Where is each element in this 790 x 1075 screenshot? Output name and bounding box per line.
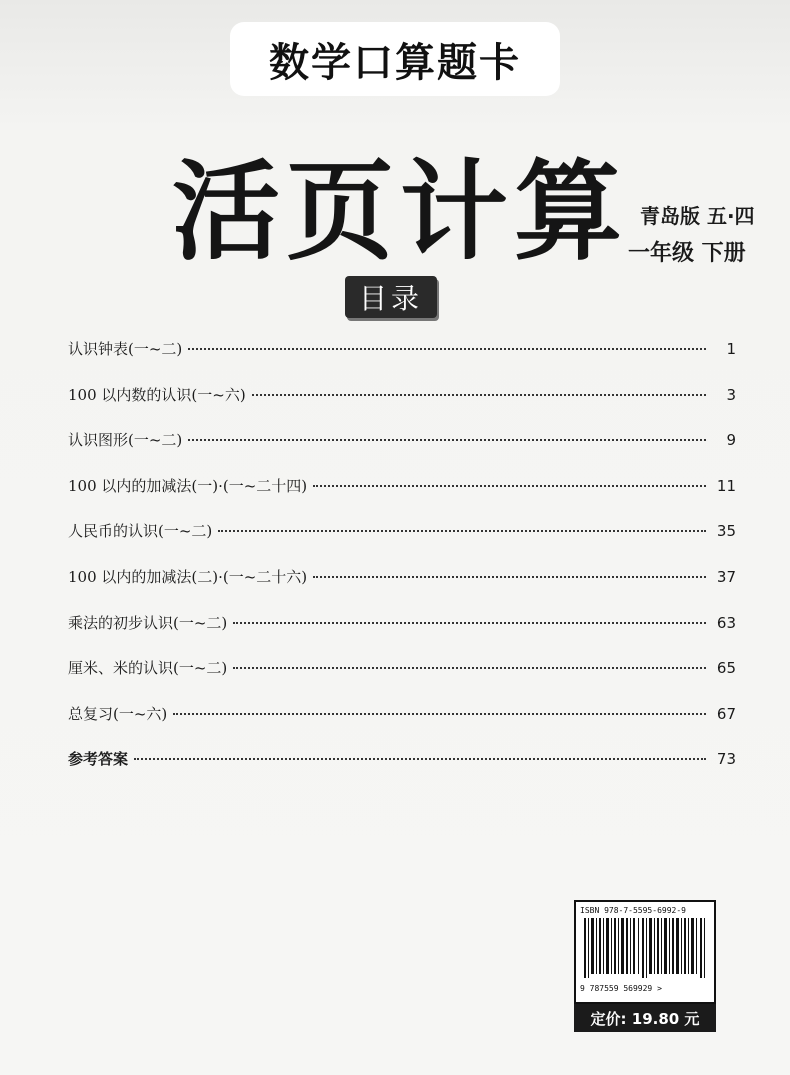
toc-entry-page: 9	[726, 431, 736, 450]
toc-entry-label: 认识图形(一~二)	[68, 431, 183, 450]
toc-entry-page: 37	[716, 567, 736, 586]
toc-entry-page: 3	[726, 385, 736, 404]
toc-entry[interactable]	[68, 384, 736, 430]
toc-entry-label: 总复习(一~六)	[68, 704, 168, 723]
dot-leader	[188, 439, 706, 441]
dot-leader	[313, 576, 706, 578]
dot-leader	[173, 713, 706, 715]
toc-entry[interactable]	[68, 566, 736, 612]
toc-entry[interactable]	[68, 429, 736, 475]
edition-label: 青岛版 五·四	[640, 204, 755, 228]
toc-entry[interactable]	[68, 657, 736, 703]
toc-entry-label: 100 以内的加减法(一)·(一~二十四)	[68, 476, 308, 495]
series-banner: 数学口算题卡	[230, 22, 560, 96]
dot-leader	[313, 485, 706, 487]
barcode-icon	[584, 918, 706, 978]
toc-entry-page: 73	[716, 750, 736, 769]
dot-leader	[252, 394, 706, 396]
dot-leader	[233, 667, 706, 669]
table-of-contents	[68, 338, 736, 794]
dot-leader	[233, 622, 706, 624]
toc-entry[interactable]	[68, 475, 736, 521]
toc-entry-page: 65	[716, 659, 736, 678]
isbn-number: ISBN 978-7-5595-6992-9	[580, 906, 686, 915]
toc-entry-label: 厘米、米的认识(一~二)	[68, 659, 228, 678]
toc-entry-label: 人民币的认识(一~二)	[68, 522, 213, 541]
isbn-digits: 9 787559 569929 >	[580, 984, 662, 993]
dot-leader	[188, 348, 706, 350]
toc-entry-page: 11	[716, 476, 736, 495]
toc-entry-page: 67	[716, 704, 736, 723]
toc-entry[interactable]	[68, 703, 736, 749]
toc-entry[interactable]	[68, 338, 736, 384]
toc-entry[interactable]	[68, 748, 736, 794]
toc-entry-label: 认识钟表(一~二)	[68, 340, 183, 358]
toc-entry-label: 参考答案	[68, 750, 129, 769]
toc-entry-page: 63	[716, 613, 736, 632]
toc-heading: 目录	[345, 276, 437, 318]
dot-leader	[218, 530, 706, 532]
toc-entry[interactable]	[68, 520, 736, 566]
grade-label: 一年级 下册	[628, 241, 746, 266]
toc-entry-page: 1	[726, 340, 736, 358]
dot-leader	[134, 758, 706, 760]
toc-entry-label: 100 以内数的认识(一~六)	[68, 385, 246, 404]
page-title: 活页计算	[172, 149, 629, 275]
toc-entry-label: 乘法的初步认识(一~二)	[68, 613, 228, 632]
isbn-barcode	[574, 900, 716, 1004]
toc-entry[interactable]	[68, 612, 736, 658]
price-label: 定价: 19.80 元	[574, 1004, 716, 1032]
toc-entry-label: 100 以内的加减法(二)·(一~二十六)	[68, 567, 308, 586]
toc-entry-page: 35	[716, 522, 736, 541]
